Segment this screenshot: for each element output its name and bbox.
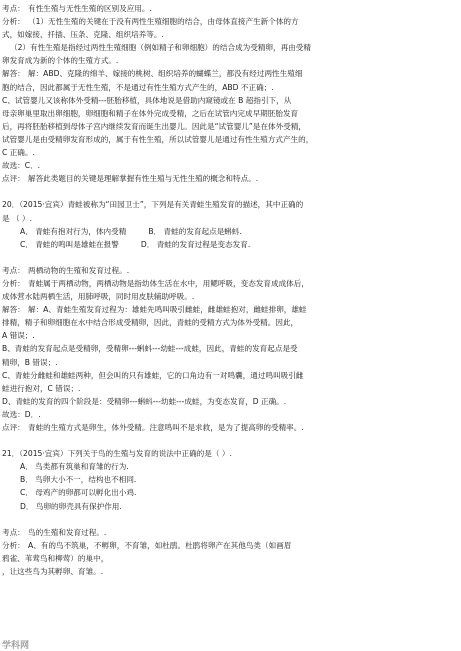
spacer: [0, 251, 461, 264]
q21-option-b: B． 鸟卵大小不一，结构也不相同.: [20, 475, 137, 485]
q19-jieda-line4: 母亲卵巢里取出卵细胞，卵细胞和精子在体外完成受精，之后在试管内完成早期胚胎发育: [2, 108, 299, 118]
q21-fenxi-line2: 鸦雀、苇莺鸟和柳莺）的巢中，: [2, 553, 109, 563]
q20-dianping: 点评： 青蛙的生殖方式是卵生，体外受精。注意鸣叫不是求救，是为了提高卵的受精率。.: [2, 423, 304, 432]
q19-answer: 故选：C．.: [2, 161, 41, 171]
q20-fenxi-line2: 成体营水陆两栖生活，用肺呼吸，同时用皮肤辅助呼吸。.: [2, 292, 195, 302]
q20-stem-line1: 20．（2015·宜宾）青蛙被称为“田园卫士”，下列是有关青蛙生殖发育的描述，其中正确的: [2, 200, 304, 210]
q19-jieda-line3: C、试管婴儿又该称体外受精---胚胎移植，具体地说是借助内窥镜或在 B 超指引下，从: [2, 95, 292, 105]
q20-fenxi-line1: 分析： 青蛙属于两栖动物，两栖动物是指幼体生活在水中，用鳃呼吸，变态发育成成体后，: [2, 278, 309, 288]
q21-option-d: D． 鸟卵的卵壳具有保护作用.: [20, 501, 122, 511]
q21-fenxi-line1: 分析： A、有的鸟不筑巢，不孵卵，不育雏，如杜鹃。杜鹃将卵产在其他鸟类（如画眉: [2, 540, 292, 550]
q21-option-a: A． 鸟类都有筑巢和育雏的行为.: [20, 462, 129, 472]
q21-stem: 21．（2015·宜宾）下列关于鸟的生殖与发育的说法中正确的是（ ）.: [2, 449, 232, 459]
q20-jieda-line6: C、青蛙分雌蛙和雄蛙两种，但会叫的只有雄蛙，它的口角边有一对鸣囊，通过鸣叫吸引雌: [2, 370, 304, 380]
q19-jieda-line7: C 正确。.: [2, 148, 35, 158]
q20-option-d: D． 青蛙的发育过程是变态发育.: [140, 239, 251, 249]
q19-jieda-line6: 试管婴儿是由受精卵发育形成的，属于有性生殖，所以试管婴儿是通过有性生殖方式产生的，: [2, 134, 314, 144]
q20-options-ab: [0, 225, 461, 238]
q20-jieda-line8: D、青蛙的发育的四个阶段是：受精卵---蝌蚪---幼蛙---成蛙，为变态发育，D 正确。.: [2, 396, 287, 406]
q21-fenxi-line3: ，让这些鸟为其孵卵、育雏。.: [2, 567, 104, 577]
q20-jieda-line7: 蛙进行抱对，C 错误；.: [2, 383, 81, 393]
spacer: [0, 513, 461, 526]
q20-kaodian: 考点： 两栖动物的生殖和发育过程。.: [2, 265, 130, 275]
q19-fenxi-line4: 卵发育成为新的个体的生殖方式。.: [2, 56, 119, 66]
q19-kaodian: 考点： 有性生殖与无性生殖的区别及应用。.: [2, 4, 152, 13]
q20-answer: 故选：D．.: [2, 409, 41, 419]
q20-jieda-line1: 解答： 解：A、青蛙生殖发育过程为：雄蛙先鸣叫吸引雌蛙，雌雄蛙抱对，雌蛙排卵，雄蛙: [2, 305, 307, 315]
q19-fenxi-line1: 分析： （1）无性生殖的关键在于没有两性生殖细胞的结合，由母体直接产生新个体的方: [2, 17, 299, 27]
q19-jieda-line1: 解答： 解：ABD、克隆的绵羊、嫁接的桃树、组织培养的蝴蝶兰，都没有经过两性生殖细: [2, 69, 303, 79]
q20-option-c: C． 青蛙的鸣叫是雄蛙在报警: [20, 239, 119, 249]
q19-jieda-line2: 胞的结合，因此都属于无性生殖，不是通过有性生殖方式产生的，ABD 不正确；.: [2, 82, 274, 92]
q21-option-c: C． 母鸡产的卵都可以孵化出小鸡.: [20, 488, 137, 498]
watermark-logo: 学科网: [2, 641, 30, 651]
q19-jieda-line5: 后，再将胚胎移植到母体子宫内继续发育而诞生出婴儿。因此是“试管婴儿”是在体外受精，: [2, 121, 307, 131]
spacer: [0, 185, 461, 198]
q20-option-a: A． 青蛙有抱对行为，体内受精: [20, 226, 127, 236]
q19-fenxi-line3: （2）有性生殖是指经过两性生殖细胞（例如精子和卵细胞）的结合成为受精卵，再由受精: [10, 43, 311, 53]
q19-fenxi-line2: 式，如嫁接、扦插、压条、克隆、组织培养等。.: [2, 30, 164, 40]
q19-dianping: 点评： 解答此类题目的关键是理解掌握有性生殖与无性生殖的概念和特点。.: [2, 174, 259, 184]
q20-jieda-line3: A 错误；.: [2, 331, 35, 341]
q20-stem-line2: 是 （ ）.: [2, 213, 33, 223]
q20-options-cd: [0, 238, 461, 251]
spacer: [0, 434, 461, 447]
q20-jieda-line4: B、青蛙的发育起点是受精卵，受精卵---蝌蚪---幼蛙---成蛙，因此，青蛙的发育起点是受: [2, 344, 298, 354]
document-page: [0, 2, 461, 578]
q20-jieda-line2: 排精，精子和卵细胞在水中结合形成受精卵，因此，青蛙的受精方式为体外受精。因此，: [2, 318, 299, 328]
q20-option-b: B． 青蛙的发育起点是蝌蚪.: [148, 226, 242, 236]
q20-jieda-line5: 精卵，B 错误；.: [2, 357, 58, 367]
q21-kaodian: 考点： 鸟的生殖和发育过程。.: [2, 527, 107, 537]
